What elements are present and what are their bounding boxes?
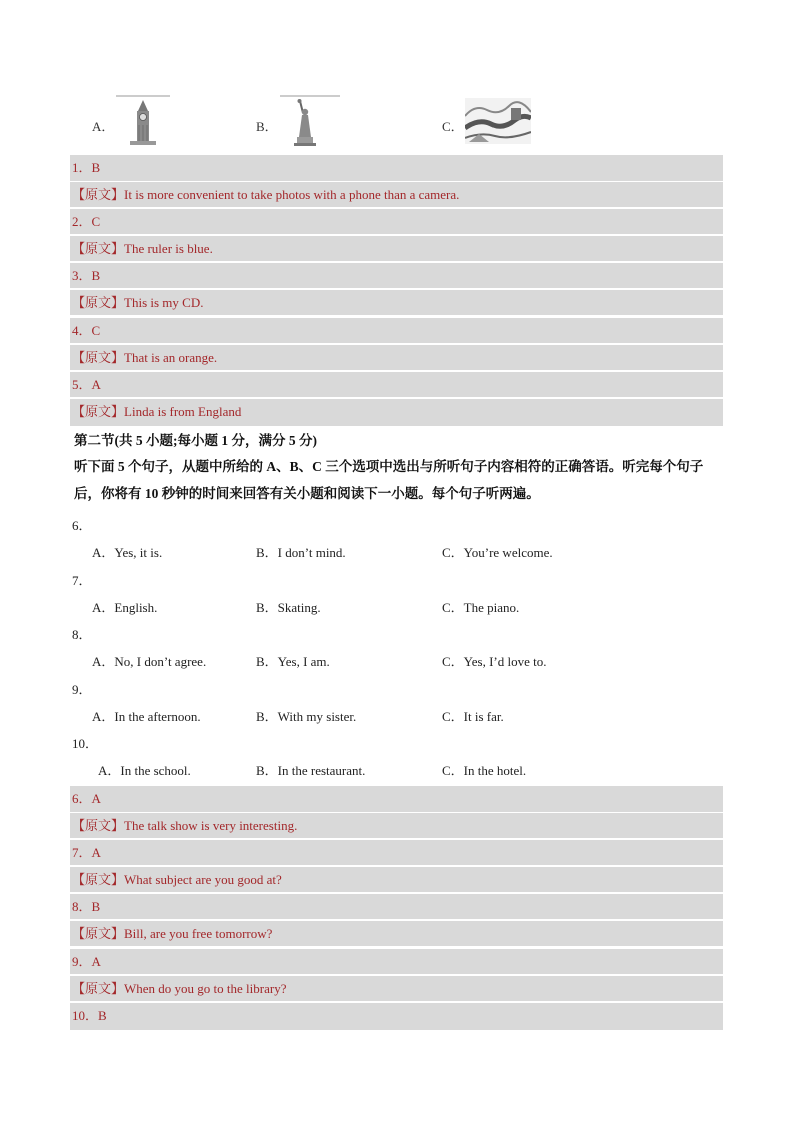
question-number: 10． xyxy=(72,736,99,751)
source-text: Linda is from England xyxy=(124,404,242,419)
option-c-letter: C． xyxy=(442,119,464,134)
answer-row xyxy=(70,786,723,812)
section2-instructions: 听下面 5 个句子，从题中所给的 A、B、C 三个选项中选出与所听句子内容相符的正确答语。听完每个句子后，你将有 10 秒钟的时间来回答有关小题和阅读下一小题。每个句子听两遍。 xyxy=(74,459,704,501)
great-wall-icon xyxy=(465,98,531,144)
answer-row xyxy=(70,155,723,181)
option-c: C．You’re welcome. xyxy=(442,545,553,560)
answer-key: 3．B xyxy=(72,268,101,283)
option-b: B．Yes, I am. xyxy=(256,654,330,669)
source-row xyxy=(70,235,723,261)
big-ben-icon xyxy=(116,95,170,147)
answer-row xyxy=(70,948,723,974)
source-tag: 【原文】 xyxy=(72,187,125,202)
option-c: C．It is far. xyxy=(442,709,504,724)
answer-row xyxy=(70,1002,723,1030)
source-text: When do you go to the library? xyxy=(124,981,287,996)
answer-row xyxy=(70,839,723,865)
source-text: The ruler is blue. xyxy=(124,241,213,256)
answer-key: 2．C xyxy=(72,214,101,229)
option-c: C．Yes, I’d love to. xyxy=(442,654,547,669)
option-c: C．In the hotel. xyxy=(442,763,527,778)
source-row xyxy=(70,398,723,426)
answer-row xyxy=(70,262,723,288)
answer-row xyxy=(70,893,723,919)
source-row xyxy=(70,344,723,370)
source-tag: 【原文】 xyxy=(72,241,125,256)
source-row xyxy=(70,866,723,892)
option-b: B．With my sister. xyxy=(256,709,357,724)
source-tag: 【原文】 xyxy=(72,926,125,941)
source-row xyxy=(70,920,723,946)
answer-row xyxy=(70,371,723,397)
source-row xyxy=(70,812,723,838)
source-tag: 【原文】 xyxy=(72,404,125,419)
source-text: The talk show is very interesting. xyxy=(124,818,298,833)
answer-row xyxy=(70,208,723,234)
answer-row xyxy=(70,317,723,343)
question-number: 6． xyxy=(72,518,92,533)
answer-key: 5．A xyxy=(72,377,101,392)
question-number: 8． xyxy=(72,627,92,642)
source-text: Bill, are you free tomorrow? xyxy=(124,926,273,941)
source-row xyxy=(70,181,723,207)
source-row xyxy=(70,289,723,315)
option-a: A．No, I don’t agree. xyxy=(92,654,207,669)
option-b-letter: B． xyxy=(256,119,278,134)
answer-key: 1．B xyxy=(72,160,101,175)
source-tag: 【原文】 xyxy=(72,818,125,833)
source-row xyxy=(70,975,723,1001)
option-a: A．In the school. xyxy=(98,763,191,778)
option-a: A．English. xyxy=(92,600,158,615)
answer-key: 8．B xyxy=(72,899,101,914)
source-tag: 【原文】 xyxy=(72,295,125,310)
source-tag: 【原文】 xyxy=(72,872,125,887)
answer-key: 7．A xyxy=(72,845,101,860)
option-a: A．In the afternoon. xyxy=(92,709,201,724)
option-c: C．The piano. xyxy=(442,600,520,615)
answer-key: 4．C xyxy=(72,323,101,338)
option-a-letter: A． xyxy=(92,119,115,134)
source-text: What subject are you good at? xyxy=(124,872,282,887)
option-a: A．Yes, it is. xyxy=(92,545,163,560)
section2-heading: 第二节(共 5 小题;每小题 1 分，满分 5 分) xyxy=(74,433,317,448)
answer-key: 9．A xyxy=(72,954,101,969)
answer-key: 6．A xyxy=(72,791,101,806)
source-text: It is more convenient to take photos with a phone than a camera. xyxy=(124,187,460,202)
source-tag: 【原文】 xyxy=(72,350,125,365)
option-b: B．I don’t mind. xyxy=(256,545,346,560)
source-tag: 【原文】 xyxy=(72,981,125,996)
source-text: That is an orange. xyxy=(124,350,218,365)
option-b: B．In the restaurant. xyxy=(256,763,366,778)
question-number: 9． xyxy=(72,682,92,697)
question-number: 7． xyxy=(72,573,92,588)
statue-of-liberty-icon xyxy=(280,95,340,147)
answer-key: 10．B xyxy=(72,1008,107,1023)
option-b: B．Skating. xyxy=(256,600,321,615)
source-text: This is my CD. xyxy=(124,295,204,310)
